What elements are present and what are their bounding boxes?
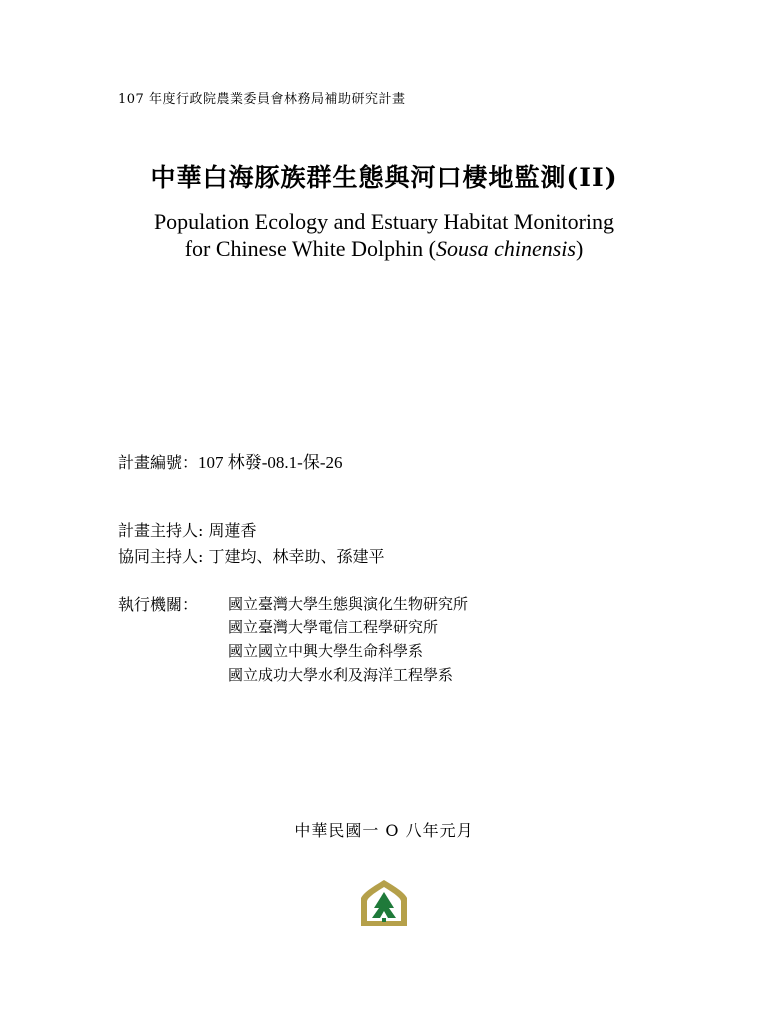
publication-date: 中華民國一 O 八年元月 [294,821,474,840]
species-name: Sousa chinensis [436,236,576,261]
title-chinese: 中華白海豚族群生態與河口棲地監測(II) [150,163,618,192]
institution-item: 國立臺灣大學生態與演化生物研究所 [228,595,469,613]
forestry-bureau-logo-icon [358,878,410,930]
header-program-line: 107 年度行政院農業委員會林務局補助研究計畫 [118,92,406,107]
co-investigator-row [118,544,385,567]
project-number-row [118,448,343,473]
title-english-line2-suffix: ) [575,236,584,261]
pi-value: 周蓮香 [208,521,257,540]
pi-label: 計畫主持人: [118,521,209,540]
copi-value: 丁建均、林幸助、孫建平 [208,547,385,566]
title-english-line2 [0,236,768,262]
institution-item: 國立國立中興大學生命科學系 [228,642,424,660]
copi-label: 協同主持人: [118,547,209,566]
institution-item: 國立成功大學水利及海洋工程學系 [228,666,454,684]
institutions-label: 執行機關： [118,595,199,614]
project-number-label: 計畫編號： [118,453,199,472]
project-number-value: 107 林發-08.1-保-26 [198,453,343,472]
title-english-line2-prefix: for Chinese White Dolphin ( [184,236,437,261]
principal-investigator-row [118,518,257,541]
institution-item: 國立臺灣大學電信工程學研究所 [228,618,439,636]
title-english-line1: Population Ecology and Estuary Habitat Monitoring [153,209,615,234]
